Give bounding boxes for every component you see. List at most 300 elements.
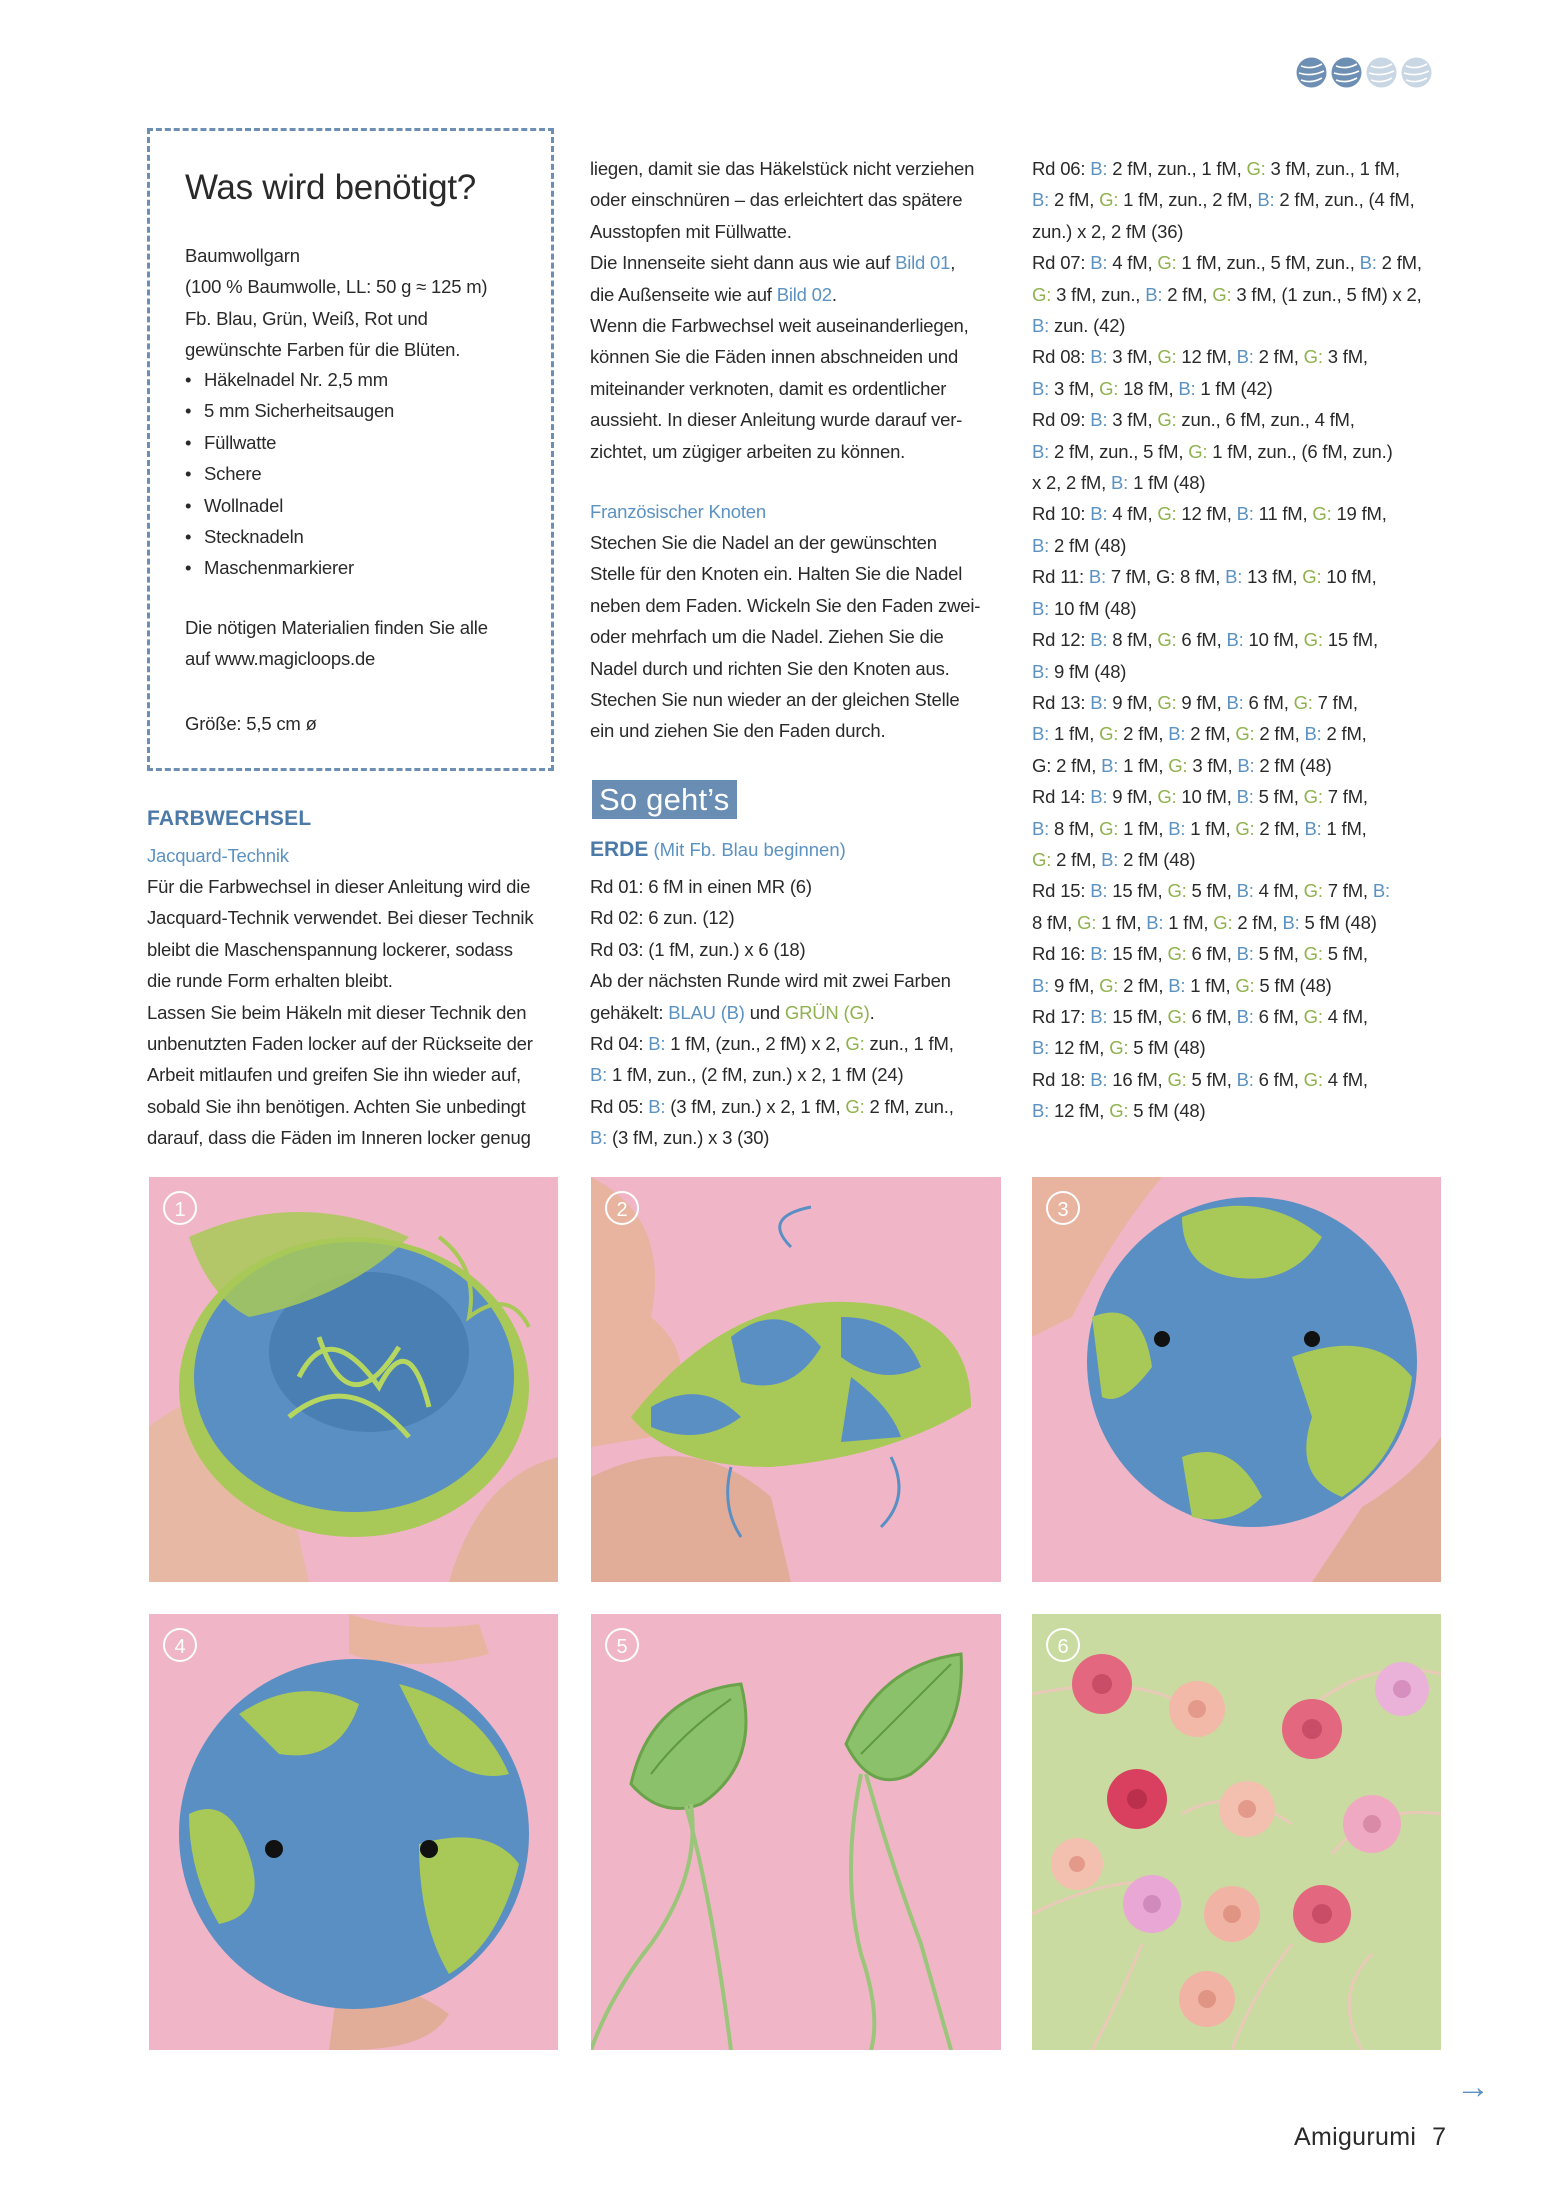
color-code-blue: BLAU (B) xyxy=(668,1001,745,1023)
round-text: 2 fM, xyxy=(1254,723,1305,745)
knoten-subheading: Französischer Knoten xyxy=(590,501,766,522)
round-text: 2 fM, xyxy=(1049,189,1100,211)
round-text: 9 fM, xyxy=(1049,974,1100,996)
round-text: Rd 18: xyxy=(1032,1068,1091,1090)
materials-yarn xyxy=(185,240,525,366)
yarn-ball-icon xyxy=(1400,56,1433,89)
color-code-blue: B: xyxy=(1032,377,1050,399)
round-line xyxy=(1032,813,1442,844)
round-line xyxy=(1032,467,1442,498)
color-code-green: G: xyxy=(1303,1068,1323,1090)
color-code-blue: B: xyxy=(1032,315,1050,337)
round-text: 2 fM, xyxy=(1232,911,1283,933)
photo-2-image xyxy=(591,1177,1001,1582)
round-text: . xyxy=(869,1001,875,1023)
color-code-blue: B: xyxy=(1146,911,1164,933)
round-line xyxy=(1032,404,1442,435)
color-code-blue: B: xyxy=(1236,1068,1254,1090)
round-text: Rd 13: xyxy=(1032,691,1091,713)
color-code-green: G: xyxy=(1303,346,1323,368)
color-code-green: G: xyxy=(1303,629,1323,651)
color-code-green: G: xyxy=(1077,911,1097,933)
round-text: zun.) x 2, 2 fM (36) xyxy=(1032,220,1184,242)
round-line xyxy=(1032,184,1442,215)
materials-size: Größe: 5,5 cm ø xyxy=(185,713,317,734)
color-code-green: G: xyxy=(1303,1005,1323,1027)
round-text: 1 fM, xyxy=(1049,723,1100,745)
color-code-blue: B: xyxy=(1101,848,1119,870)
round-text: 2 fM, xyxy=(1376,252,1422,274)
photo-4-image xyxy=(149,1614,558,2050)
text-line: Stechen Sie die Nadel an der gewünschten xyxy=(590,532,937,553)
round-text: 2 fM, xyxy=(1118,723,1169,745)
list-item: • Stecknadeln xyxy=(185,521,394,552)
round-text: 5 fM (48) xyxy=(1254,974,1332,996)
photo-5-image xyxy=(591,1614,1001,2050)
erde-note: (Mit Fb. Blau beginnen) xyxy=(648,839,846,860)
color-code-green: G: xyxy=(1099,723,1119,745)
round-text: zun., 6 fM, zun., 4 fM, xyxy=(1176,409,1355,431)
color-code-blue: B: xyxy=(1236,943,1254,965)
so-gehts-badge: So geht’s xyxy=(592,780,737,819)
round-line xyxy=(1032,216,1442,247)
color-code-blue: B: xyxy=(1226,691,1244,713)
round-text: 7 fM, G: 8 fM, xyxy=(1105,566,1226,588)
color-code-green: G: xyxy=(1188,440,1208,462)
round-text: 4 fM, xyxy=(1107,252,1158,274)
round-line xyxy=(590,1028,1000,1059)
round-text: 5 fM, xyxy=(1186,1068,1237,1090)
round-text: Rd 11: xyxy=(1032,566,1089,588)
color-code-green: G: xyxy=(1303,786,1323,808)
color-code-green: G: xyxy=(1167,943,1187,965)
list-item: • Häkelnadel Nr. 2,5 mm xyxy=(185,364,394,395)
round-text: Rd 07: xyxy=(1032,252,1091,274)
round-text: (3 fM, zun.) x 2, 1 fM, xyxy=(665,1095,846,1117)
color-code-green: G: xyxy=(1167,1068,1187,1090)
color-code-blue: B: xyxy=(1168,974,1186,996)
round-text: 1 fM, zun., 5 fM, zun., xyxy=(1176,252,1360,274)
round-line xyxy=(1032,781,1442,812)
text-line: Nadel durch und richten Sie den Knoten aus. xyxy=(590,657,950,679)
yarn-line: gewünschte Farben für die Blüten. xyxy=(185,339,461,361)
yarn-line: Fb. Blau, Grün, Weiß, Rot und xyxy=(185,307,428,329)
round-line xyxy=(590,965,1000,996)
color-code-blue: B: xyxy=(1032,597,1050,619)
color-code-green: G: xyxy=(1303,943,1323,965)
round-line xyxy=(1032,687,1442,718)
round-text: 3 fM, xyxy=(1107,346,1158,368)
photo-number: 4 xyxy=(163,1628,197,1662)
round-text: 9 fM (48) xyxy=(1049,660,1127,682)
text-line: Ausstopfen mit Füllwatte. xyxy=(590,220,792,242)
round-text: 4 fM, xyxy=(1107,503,1158,525)
round-line xyxy=(1032,907,1442,938)
round-text: 1 fM (48) xyxy=(1128,472,1206,494)
round-text: 5 fM (48) xyxy=(1128,1100,1206,1122)
round-text: Rd 01: 6 fM in einen MR (6) xyxy=(590,876,812,897)
color-code-green: G: xyxy=(1293,691,1313,713)
photo-number: 5 xyxy=(605,1628,639,1662)
round-text: 2 fM, xyxy=(1254,817,1305,839)
round-text: 3 fM, zun., xyxy=(1051,283,1146,305)
round-text: Rd 10: xyxy=(1032,503,1091,525)
round-text: 1 fM, xyxy=(1185,817,1236,839)
round-line xyxy=(1032,561,1442,592)
round-line xyxy=(590,1122,1000,1153)
text-line: oder einschnüren – das erleichtert das spätere xyxy=(590,189,963,211)
round-text: gehäkelt: xyxy=(590,1001,669,1023)
round-text: 4 fM, xyxy=(1322,1005,1368,1027)
color-code-blue: B: xyxy=(648,1033,666,1055)
color-code-green: G: xyxy=(1157,786,1177,808)
round-text: zun., 1 fM, xyxy=(864,1033,954,1055)
color-code-green: G: xyxy=(1032,848,1052,870)
text-span: . xyxy=(831,283,837,305)
round-text: 8 fM, xyxy=(1032,911,1078,933)
round-text: 1 fM, xyxy=(1118,754,1169,776)
color-code-green: G: xyxy=(1167,880,1187,902)
list-item: • Maschenmarkierer xyxy=(185,552,394,583)
round-text: 15 fM, xyxy=(1107,880,1168,902)
text-line: Jacquard-Technik verwendet. Bei dieser Technik xyxy=(147,907,534,929)
round-text: 15 fM, xyxy=(1107,943,1168,965)
round-text: 1 fM, xyxy=(1096,911,1147,933)
round-line xyxy=(1032,436,1442,467)
round-line xyxy=(1032,498,1442,529)
color-code-green: G: xyxy=(1246,158,1266,179)
color-code-blue: B: xyxy=(1168,817,1186,839)
text-line: die runde Form erhalten bleibt. xyxy=(147,970,393,992)
round-text: Rd 16: xyxy=(1032,943,1091,965)
round-text: 2 fM, xyxy=(1321,723,1367,745)
color-code-green: G: xyxy=(845,1033,865,1055)
round-line xyxy=(1032,341,1442,372)
round-text: 2 fM (48) xyxy=(1254,754,1332,776)
round-line xyxy=(1032,938,1442,969)
color-code-blue: B: xyxy=(1237,754,1255,776)
color-code-blue: B: xyxy=(1090,1068,1108,1090)
color-code-green: G: xyxy=(1312,503,1332,525)
color-code-green: G: xyxy=(1032,283,1052,305)
round-text: 10 fM, xyxy=(1176,786,1237,808)
round-line xyxy=(1032,593,1442,624)
text-line: miteinander verknoten, damit es ordentlicher xyxy=(590,377,947,399)
text-line: Wenn die Farbwechsel weit auseinanderliegen, xyxy=(590,315,969,337)
arrow-right-icon[interactable]: → xyxy=(1456,2068,1490,2106)
color-code-blue: B: xyxy=(1032,723,1050,745)
round-text: 2 fM (48) xyxy=(1118,848,1196,870)
color-code-blue: B: xyxy=(1236,503,1254,525)
round-text: 13 fM, xyxy=(1242,566,1303,588)
photo-4 xyxy=(149,1614,558,2050)
round-text: 5 fM, xyxy=(1186,880,1237,902)
magazine-title: Amigurumi xyxy=(1294,2123,1417,2151)
yarn-ball-icon xyxy=(1330,56,1363,89)
round-line xyxy=(1032,153,1442,184)
difficulty-level xyxy=(1295,56,1433,89)
materials-title: Was wird benötigt? xyxy=(185,168,476,207)
color-code-green: G: xyxy=(1157,346,1177,368)
text-span: die Außenseite wie auf xyxy=(590,283,777,305)
text-line: neben dem Faden. Wickeln Sie den Faden zwei- xyxy=(590,594,981,616)
color-code-blue: B: xyxy=(1090,880,1108,902)
round-text: 2 fM (48) xyxy=(1049,534,1127,556)
round-text: 6 fM, xyxy=(1253,1005,1304,1027)
rounds-column-a xyxy=(590,871,1000,1154)
round-text: 15 fM, xyxy=(1107,1005,1168,1027)
round-text: Rd 03: (1 fM, zun.) x 6 (18) xyxy=(590,938,806,960)
color-code-blue: B: xyxy=(1225,566,1243,588)
color-code-green: G: xyxy=(1235,817,1255,839)
text-line: Für die Farbwechsel in dieser Anleitung wird die xyxy=(147,876,531,897)
color-code-green: G: xyxy=(1212,283,1232,305)
round-text: 5 fM (48) xyxy=(1299,911,1377,933)
yarn-ball-icon xyxy=(1365,56,1398,89)
color-code-green: G: xyxy=(1157,691,1177,713)
color-code-green: G: xyxy=(1302,566,1322,588)
color-code-blue: B: xyxy=(1372,880,1390,902)
color-code-blue: B: xyxy=(1090,629,1108,651)
round-text: 7 fM, xyxy=(1322,786,1368,808)
photo-5 xyxy=(591,1614,1001,2050)
yarn-line: Baumwollgarn xyxy=(185,245,300,266)
farbwechsel-subheading: Jacquard-Technik xyxy=(147,845,289,866)
round-line xyxy=(1032,718,1442,749)
round-text: 12 fM, xyxy=(1176,503,1237,525)
round-line xyxy=(590,1091,1000,1122)
round-text: 6 fM, xyxy=(1253,1068,1304,1090)
photo-number: 6 xyxy=(1046,1628,1080,1662)
round-text: G: 2 fM, xyxy=(1032,754,1102,776)
color-code-green: G: xyxy=(1157,252,1177,274)
text-line: aussieht. In dieser Anleitung wurde darauf ver- xyxy=(590,409,963,431)
bild-02-link[interactable]: Bild 02 xyxy=(776,283,832,305)
color-code-blue: B: xyxy=(1257,189,1275,211)
erde-heading: ERDE xyxy=(590,838,649,861)
round-text: 12 fM, xyxy=(1176,346,1237,368)
round-text: 1 fM, xyxy=(1185,974,1236,996)
color-code-blue: B: xyxy=(1032,189,1050,211)
round-text: 3 fM, xyxy=(1322,346,1368,368)
color-code-blue: B: xyxy=(1145,283,1163,305)
round-text: 1 fM, xyxy=(1118,817,1169,839)
text-line: darauf, dass die Fäden im Inneren locker genug xyxy=(147,1127,531,1149)
color-code-green: G: xyxy=(1303,880,1323,902)
color-code-blue: B: xyxy=(1032,974,1050,996)
color-code-blue: B: xyxy=(1090,1005,1108,1027)
round-text: 2 fM, zun., xyxy=(864,1095,954,1117)
color-code-green: G: xyxy=(845,1095,865,1117)
round-text: 8 fM, xyxy=(1107,629,1158,651)
photo-1-image xyxy=(149,1177,558,1582)
round-line xyxy=(1032,624,1442,655)
round-text: 10 fM (48) xyxy=(1049,597,1137,619)
color-code-green: G: xyxy=(1157,629,1177,651)
color-code-green: G: xyxy=(1157,503,1177,525)
color-code-blue: B: xyxy=(1090,786,1108,808)
list-item: • Füllwatte xyxy=(185,427,394,458)
color-code-blue: B: xyxy=(1090,409,1108,431)
text-line: Lassen Sie beim Häkeln mit dieser Technik den xyxy=(147,1001,527,1023)
round-text: (3 fM, zun.) x 3 (30) xyxy=(607,1127,770,1149)
color-code-green: G: xyxy=(1235,723,1255,745)
color-code-blue: B: xyxy=(1178,377,1196,399)
color-code-blue: B: xyxy=(1032,534,1050,556)
round-text: 5 fM, xyxy=(1253,943,1304,965)
round-text: 19 fM, xyxy=(1331,503,1387,525)
round-text: 10 fM, xyxy=(1321,566,1377,588)
round-line xyxy=(1032,1095,1442,1126)
round-text: 11 fM, xyxy=(1253,503,1313,525)
round-text: Rd 12: xyxy=(1032,629,1091,651)
round-text: Rd 04: xyxy=(590,1033,649,1055)
list-item: • 5 mm Sicherheitsaugen xyxy=(185,395,394,426)
materials-list xyxy=(185,364,394,584)
color-code-blue: B: xyxy=(1168,723,1186,745)
round-text: 6 fM, xyxy=(1243,691,1294,713)
color-code-blue: B: xyxy=(1090,691,1108,713)
round-text: 2 fM, zun., 1 fM, xyxy=(1107,158,1247,179)
color-code-blue: B: xyxy=(1236,880,1254,902)
photo-number: 3 xyxy=(1046,1191,1080,1225)
round-text: 7 fM, xyxy=(1312,691,1358,713)
round-text: 1 fM, zun., (6 fM, zun.) xyxy=(1207,440,1393,462)
round-text: 2 fM, zun., 5 fM, xyxy=(1049,440,1189,462)
round-text: Rd 17: xyxy=(1032,1005,1091,1027)
text-line: unbenutzten Faden locker auf der Rückseite der xyxy=(147,1033,533,1055)
photo-2 xyxy=(591,1177,1001,1582)
round-text: 2 fM, zun., (4 fM, xyxy=(1274,189,1415,211)
photo-3-image xyxy=(1032,1177,1441,1582)
color-code-green: G: xyxy=(1213,911,1233,933)
round-text: 3 fM, zun., 1 fM, xyxy=(1265,158,1400,179)
shop-link[interactable]: auf www.magicloops.de xyxy=(185,648,376,670)
round-text: 9 fM, xyxy=(1176,691,1227,713)
round-text: 15 fM, xyxy=(1322,629,1378,651)
page-footer xyxy=(1294,2123,1446,2152)
color-code-blue: B: xyxy=(1236,1005,1254,1027)
color-code-green: G: xyxy=(1168,754,1188,776)
text-line: liegen, damit sie das Häkelstück nicht verziehen xyxy=(590,158,975,179)
round-text: 5 fM (48) xyxy=(1128,1037,1206,1059)
round-text: Rd 06: xyxy=(1032,158,1091,179)
color-code-blue: B: xyxy=(590,1127,608,1149)
round-text: 1 fM, xyxy=(1163,911,1214,933)
yarn-ball-icon xyxy=(1295,56,1328,89)
text-line: Stelle für den Knoten ein. Halten Sie die Nadel xyxy=(590,563,963,585)
farbwechsel-heading: FARBWECHSEL xyxy=(147,807,312,830)
color-code-blue: B: xyxy=(1088,566,1106,588)
knoten-text xyxy=(590,527,995,747)
color-code-blue: B: xyxy=(1090,346,1108,368)
bild-01-link[interactable]: Bild 01 xyxy=(895,252,951,274)
round-text: 2 fM, xyxy=(1051,848,1102,870)
color-code-green: G: xyxy=(1235,974,1255,996)
text-line: oder mehrfach um die Nadel. Ziehen Sie die xyxy=(590,626,944,648)
farbwechsel-continued xyxy=(590,153,995,467)
round-text: zun. (42) xyxy=(1049,315,1126,337)
round-text: 3 fM, (1 zun., 5 fM) x 2, xyxy=(1231,283,1422,305)
round-text: Rd 02: 6 zun. (12) xyxy=(590,907,735,929)
round-text: 1 fM, zun., (2 fM, zun.) x 2, 1 fM (24) xyxy=(607,1064,904,1086)
color-code-blue: B: xyxy=(1282,911,1300,933)
round-text: 6 fM, xyxy=(1186,1005,1237,1027)
round-line xyxy=(1032,247,1442,278)
round-line xyxy=(1032,875,1442,906)
color-code-blue: B: xyxy=(1032,660,1050,682)
color-code-green: G: xyxy=(1109,1037,1129,1059)
color-code-green: G: xyxy=(1157,409,1177,431)
page-number: 7 xyxy=(1432,2123,1447,2151)
text-line: zichtet, um zügiger arbeiten zu können. xyxy=(590,440,906,462)
color-code-blue: B: xyxy=(1226,629,1244,651)
color-code-blue: B: xyxy=(1090,158,1108,179)
color-code-green: G: xyxy=(1167,1005,1187,1027)
round-line xyxy=(590,902,1000,933)
round-text: 4 fM, xyxy=(1322,1068,1368,1090)
color-code-blue: B: xyxy=(1101,754,1119,776)
shop-line: Die nötigen Materialien finden Sie alle xyxy=(185,617,488,638)
color-code-blue: B: xyxy=(1359,252,1377,274)
round-text: 9 fM, xyxy=(1107,786,1158,808)
round-text: 3 fM, xyxy=(1049,377,1100,399)
text-line: Stechen Sie nun wieder an der gleichen Stelle xyxy=(590,689,960,711)
photo-6 xyxy=(1032,1614,1441,2050)
color-code-green: G: xyxy=(1099,189,1119,211)
round-text: 6 fM, xyxy=(1176,629,1227,651)
round-text: 3 fM, xyxy=(1187,754,1238,776)
color-code-green: G: xyxy=(1099,974,1119,996)
round-line xyxy=(1032,279,1442,310)
text-line xyxy=(590,247,995,278)
round-text: 12 fM, xyxy=(1049,1100,1110,1122)
materials-shop-note xyxy=(185,612,525,675)
color-code-green: G: xyxy=(1099,817,1119,839)
round-text: Rd 09: xyxy=(1032,409,1091,431)
round-text: x 2, 2 fM, xyxy=(1032,472,1112,494)
round-text: 1 fM (42) xyxy=(1195,377,1273,399)
round-text: 5 fM, xyxy=(1253,786,1304,808)
round-text: Rd 15: xyxy=(1032,880,1091,902)
round-text: Rd 14: xyxy=(1032,786,1091,808)
text-line: bleibt die Maschenspannung lockerer, sodass xyxy=(147,938,513,960)
photo-6-image xyxy=(1032,1614,1441,2050)
round-line xyxy=(1032,1001,1442,1032)
round-text: 12 fM, xyxy=(1049,1037,1110,1059)
color-code-green: G: xyxy=(1099,377,1119,399)
round-line xyxy=(1032,1064,1442,1095)
color-code-blue: B: xyxy=(1304,817,1322,839)
list-item: • Wollnadel xyxy=(185,490,394,521)
round-text: 1 fM, xyxy=(1321,817,1367,839)
round-text: 2 fM, xyxy=(1185,723,1236,745)
round-line xyxy=(1032,750,1442,781)
color-code-blue: B: xyxy=(1032,1100,1050,1122)
erde-heading-line xyxy=(590,838,846,862)
round-text: 2 fM, xyxy=(1118,974,1169,996)
color-code-blue: B: xyxy=(1090,503,1108,525)
farbwechsel-text xyxy=(147,871,552,1154)
round-text: und xyxy=(744,1001,785,1023)
round-text: 1 fM, zun., 2 fM, xyxy=(1118,189,1258,211)
round-line xyxy=(1032,310,1442,341)
color-code-blue: B: xyxy=(590,1064,608,1086)
round-text: 18 fM, xyxy=(1118,377,1179,399)
round-text: 2 fM, xyxy=(1253,346,1304,368)
text-line: können Sie die Fäden innen abschneiden und xyxy=(590,346,959,368)
color-code-blue: B: xyxy=(1090,943,1108,965)
